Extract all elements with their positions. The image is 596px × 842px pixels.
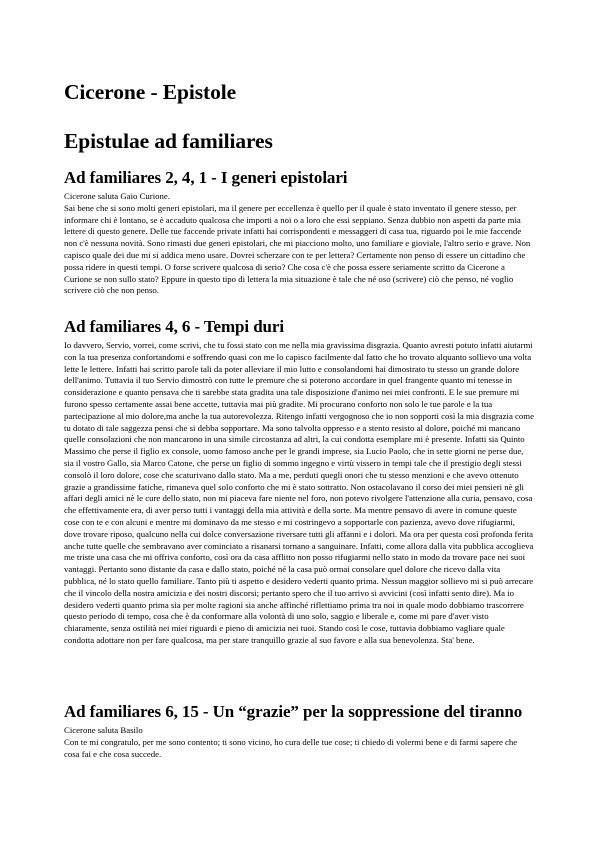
section-ad-familiares-6-15 xyxy=(64,702,534,760)
letter-salutation: Cicerone saluta Gaio Curione. xyxy=(64,191,170,201)
book-title: Epistulae ad familiares xyxy=(64,129,273,153)
letter-salutation: Cicerone saluta Basilo xyxy=(64,725,143,735)
section-heading: Ad familiares 4, 6 - Tempi duri xyxy=(64,317,284,336)
letter-body: Con te mi congratulo, per me sono contento; ti sono vicino, ho cura delle tue cose; ti chiedo di volermi bene e di farmi sapere che cosa fai e che cosa succede. xyxy=(64,736,518,759)
letter-body: Sai bene che si sono molti generi epistolari, ma il genere per eccellenza è quello per il quale è stato inventato il genere stesso, per informare chi è lontano, se è accaduto qualcosa che importi a noi o a loro che essi seppiano. Senza dubbio non aspetti da parte mia lettere di questo genere. Delle tue faccende private infatti hai corrispondenti e messaggeri di casa tua, riguardo poi le mie faccende non c'è nessuna novità. Sono rimasti due generi epistolari, che mi piacciono molto, uno familiare e gioviale, l'altro serio e grave. Non capisco quale dei due mi si addica meno usare. Dovrei scherzare con te per lettera? Certamente non penso di essere un cittadino che possa ridere in questi tempi. O forse scrivere qualcosa di serio? Che cosa c'è che possa essere seriamente scritto da Cicerone a Curione se non sullo stato? Eppure in questo tipo di lettera la mia situazione è tale che né oso (scrivere) ciò che penso, né voglio scrivere ciò che non penso. xyxy=(64,202,531,296)
section-heading: Ad familiares 2, 4, 1 - I generi epistolari xyxy=(64,168,348,187)
document-title: Cicerone - Epistole xyxy=(64,80,237,104)
section-ad-familiares-2-4-1 xyxy=(64,168,534,297)
letter-body: Io davvero, Servio, vorrei, come scrivi, che tu fossi stato con me nella mia gravissima disgrazia. Quanto avresti potuto infatti aiutarmi con la tua presenza confortandomi e soffrendo quasi con me lo capisco facilmente dal fatto che ho trovato alquanto sollievo una volta lette le lettere. Infatti hai scritto parole tali da poter alleviare il mio lutto e consolandomi hai dimostrato tu stesso un grande dolore dell'animo. Tuttavia il tuo Servio dimostrò con tutte le premure che si poterono accordare in quel frangente quanto mi tenesse in considerazione e quanto pensava che ti sarebbe stata gradita una tale disposizione d'animo nei miei confronti. E le sue premure mi furono spesso certamente assai bene accette, tuttavia mai più gradite. Mi procurano conforto non solo le tue parole e la tua partecipazione al mio dolore,ma anche la tua autorevolezza. Ritengo infatti vergognoso che io non sopporti così la mia disgrazia come tu dotato di tale saggezza pensi che si debba sopportare. Ma sono talvolta oppresso e a stento resisto al dolore, poiché mi mancano quelle consolazioni che non mancarono in una simile circostanza ad altri, la cui condotta esemplare mi è presente. Infatti sia Quinto Massimo che perse il figlio ex console, uomo famoso anche per le grandi imprese, sia Lucio Paolo, che in sette giorni ne perse due, sia il vostro Gallo, sia Marco Catone, che perse un figlio di sommo ingegno e virtù vissero in tempi tale che il prestigio degli stessi consolò il loro dolore, cose che scaturivano dallo stato. Ma a me, perduti quegli onori che tu stesso menzioni e che avevo ottenuto grazie a grandissime fatiche, rimaneva quel solo conforto che mi è stato sottratto. Non ostacolavano il corso dei miei pensieri nè gli affari degli amici nè le cure dello stato, non mi piaceva fare niente nel foro, non potevo rivolgere l'attenzione alla curia, pensavo, cosa che effettivamente era, di aver perso tutti i vantaggi della mia attività e della sorte. Ma mentre pensavo di avere in comune queste cose con te e con alcuni e mentre mi dominavo da me stesso e mi costringevo a sopportarle con pazienza, avevo dove rifugiarmi, dove trovare riposo, qualcuno nella cui dolce conversazione riversare tutti gli affanni e i dolori. Ma ora per questa così profonda ferita anche tutte quelle che sembravano aver cominciato a risanarsi tornano a sanguinare. Infatti, come allora dalla vita pubblica accoglieva me triste una casa che mi offriva conforto, così ora da casa afflitto non posso rifugiarmi nello stato in modo da trovare pace nei suoi vantaggi. Pertanto sono distante da casa e dallo stato, poiché né la casa può ormai consolare quel dolore che ricevo dalla vita pubblica, né lo stato quello familiare. Tanto più ti aspetto e desidero vederti quanto prima. Nessun maggior sollievo mi si può arrecare che il vincolo della nostra amicizia e dei nostri discorsi; pertanto spero che il tuo arrivo si avvicini (così infatti sento dire). Ma io desidero vederti quanto prima sia per molte ragioni sia anche affinché riflettiamo prima tra noi in quale modo dobbiamo trascorrere questo periodo di tempo, cosa che è da conformare alla volontà di uno solo, saggio e liberale e, come mi pare d'aver visto chiaramente, senza ostilità nei miei riguardi e pieno di amicizia nei tuoi. Stando così le cose, tuttavia dobbiamo vagliare quale condotta adottare non per fare qualcosa, ma per stare tranquillo grazie al suo favore e alla sua benevolenza. Sta' bene. xyxy=(64,340,534,645)
section-heading: Ad familiares 6, 15 - Un “grazie” per la soppressione del tiranno xyxy=(64,702,523,721)
section-ad-familiares-4-6 xyxy=(64,317,534,647)
